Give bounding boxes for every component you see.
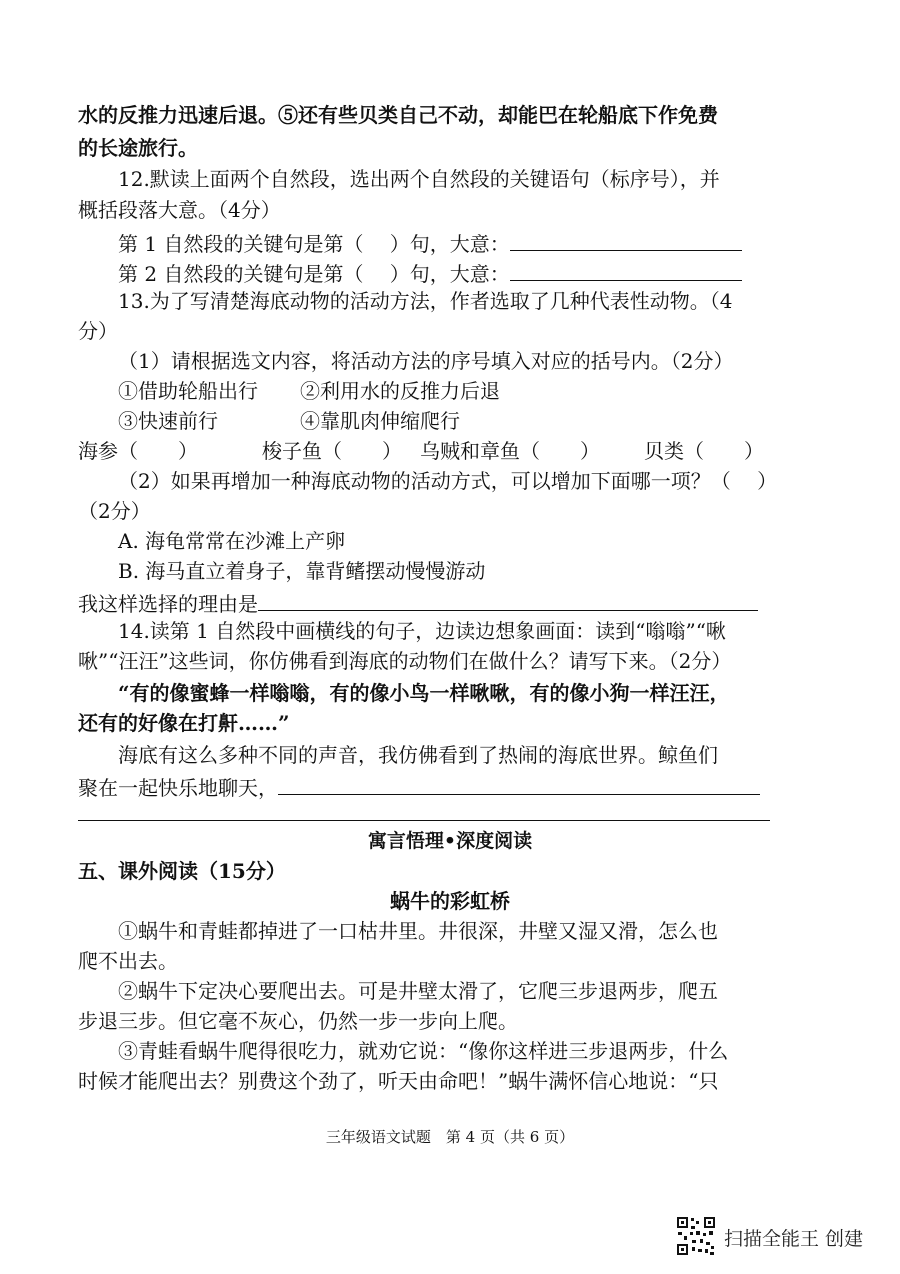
q13-sub2-line-b: （2分） (78, 499, 151, 523)
answer-blank[interactable] (258, 588, 758, 611)
answer-blank[interactable] (510, 228, 742, 251)
write-line-b (78, 772, 760, 801)
paragraph-1-a: ①蜗牛和青蛙都掉进了一口枯井里。井很深，井壁又湿又滑，怎么也 (118, 919, 718, 943)
paragraph-3-a: ③青蛙看蜗牛爬得很吃力，就劝它说：“像你这样进三步退两步，什么 (118, 1039, 729, 1063)
section-banner: 寓言悟理•深度阅读 (367, 830, 533, 852)
paragraph-1-b: 爬不出去。 (78, 949, 178, 973)
line-1: 水的反推力迅速后退。⑤还有些贝类自己不动，却能巴在轮船底下作免费 (78, 103, 718, 127)
answer-haishen[interactable]: 海参（ ） (78, 439, 198, 463)
option-4: ④靠肌肉伸缩爬行 (300, 409, 460, 433)
q14-line-a: 14.读第 1 自然段中画横线的句子，边读边想象画面：读到“嗡嗡”“啾 (118, 619, 726, 643)
answer-line[interactable] (78, 820, 770, 821)
answer-blank[interactable] (510, 258, 742, 281)
option-1: ①借助轮船出行 (118, 379, 258, 403)
option-a: A. 海龟常常在沙滩上产卵 (118, 529, 346, 553)
qr-code-icon (676, 1216, 716, 1256)
answer-suozi[interactable]: 梭子鱼（ ） (262, 439, 402, 463)
q12-para2-text: 第 2 自然段的关键句是第（ ）句，大意： (118, 262, 510, 286)
write-prompt: 聚在一起快乐地聊天， (78, 776, 278, 800)
q13-line-a: 13.为了写清楚海底动物的活动方法，作者选取了几种代表性动物。（4 (118, 289, 733, 313)
reason-line (78, 588, 758, 617)
paragraph-2-b: 步退三步。但它毫不灰心，仍然一步一步向上爬。 (78, 1009, 518, 1033)
answer-blank[interactable] (278, 772, 760, 795)
q13-line-b: 分） (78, 319, 118, 343)
option-b: B. 海马直立着身子，靠背鳍摆动慢慢游动 (118, 559, 486, 583)
reason-label: 我这样选择的理由是 (78, 592, 258, 616)
quote-line-a: “有的像蜜蜂一样嗡嗡，有的像小鸟一样啾啾，有的像小狗一样汪汪， (118, 681, 730, 705)
q14-line-b: 啾”“汪汪”这些词，你仿佛看到海底的动物们在做什么？请写下来。（2分） (78, 649, 732, 673)
q12-para1-text: 第 1 自然段的关键句是第（ ）句，大意： (118, 232, 510, 256)
q12-para1 (118, 228, 742, 257)
answer-wuzei[interactable]: 乌贼和章鱼（ ） (420, 439, 600, 463)
q13-sub1: （1）请根据选文内容，将活动方法的序号填入对应的括号内。（2分） (118, 349, 734, 373)
option-3: ③快速前行 (118, 409, 218, 433)
story-title: 蜗牛的彩虹桥 (390, 889, 510, 913)
line-2: 的长途旅行。 (78, 136, 198, 160)
q12-para2 (118, 258, 742, 287)
paragraph-3-b: 时候才能爬出去？别费这个劲了，听天由命吧！”蜗牛满怀信心地说：“只 (78, 1069, 719, 1093)
answer-beilei[interactable]: 贝类（ ） (644, 439, 764, 463)
paragraph-2-a: ②蜗牛下定决心要爬出去。可是井壁太滑了，它爬三步退两步，爬五 (118, 979, 718, 1003)
page-footer: 三年级语文试题 第 4 页（共 6 页） (325, 1128, 575, 1146)
q13-sub2-line-a: （2）如果再增加一种海底动物的活动方式，可以增加下面哪一项？（ ） (118, 469, 778, 493)
q12-line-a: 12.默读上面两个自然段，选出两个自然段的关键语句（标序号），并 (118, 167, 720, 191)
section-5-heading: 五、课外阅读（15分） (78, 859, 286, 883)
quote-line-b: 还有的好像在打鼾……” (78, 711, 290, 735)
scanner-watermark: 扫描全能王 创建 (724, 1228, 864, 1250)
write-line-a: 海底有这么多种不同的声音，我仿佛看到了热闹的海底世界。鲸鱼们 (118, 743, 718, 767)
q12-line-b: 概括段落大意。（4分） (78, 198, 281, 222)
option-2: ②利用水的反推力后退 (300, 379, 500, 403)
